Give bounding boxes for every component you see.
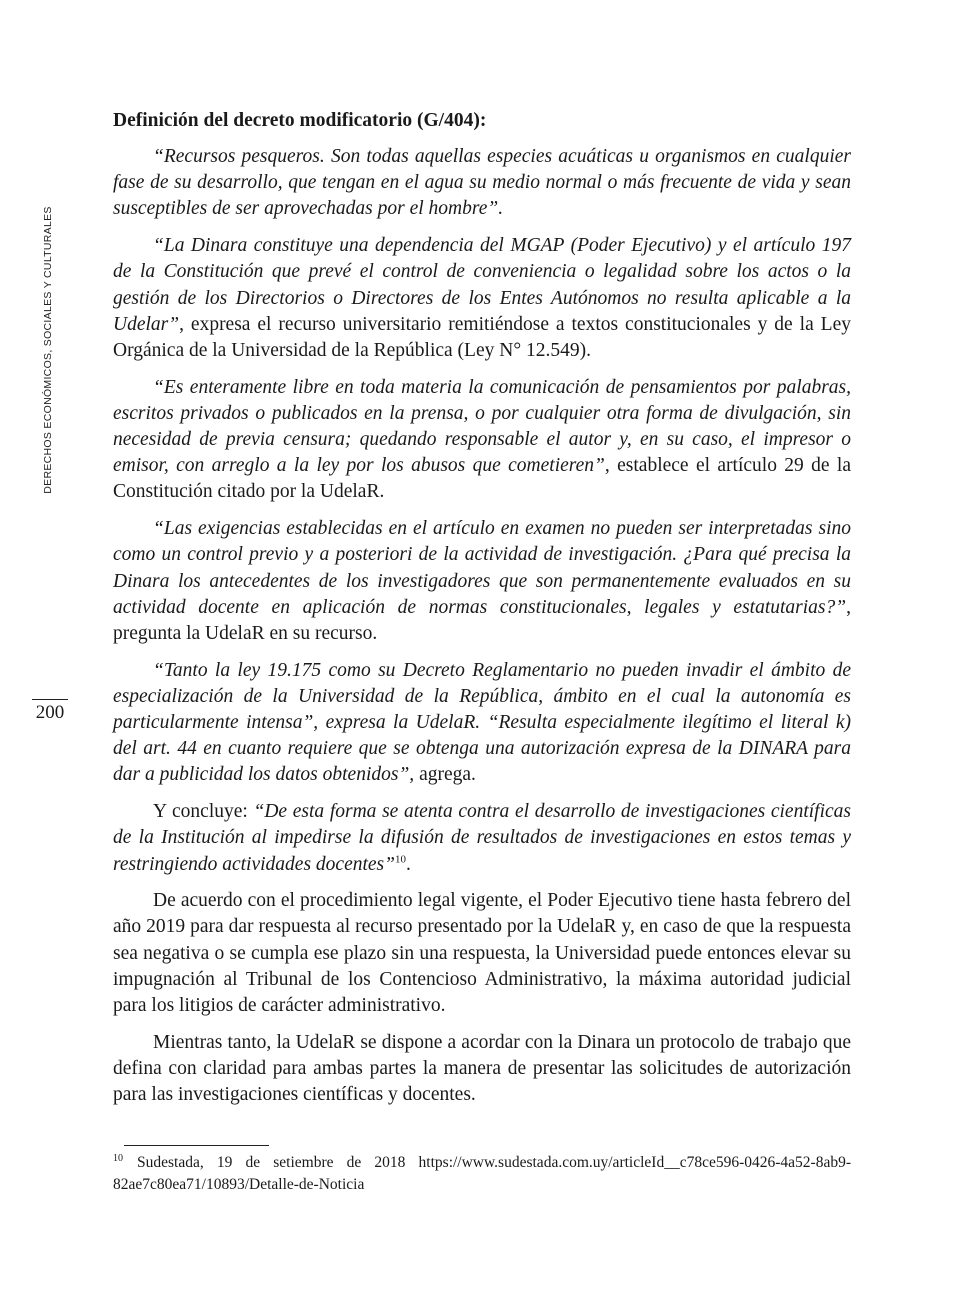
paragraph-text: . — [405, 853, 411, 875]
quote-text: “Las exigencias establecidas en el artículo en examen no pueden ser interpretadas sino como un control previo y a posteriori de la actividad de investigación. ¿Para qué precisa la Dinara los antecedentes de los investigadores que son permanentemente evaluados en su actividad docente en aplicación de normas constitucionales, legales y estatutarias?” — [113, 518, 851, 618]
paragraph-text: , establece el artículo 29 de la Constitución citado por la UdelaR. — [113, 455, 851, 503]
quote-text: “Es enteramente libre en toda materia la comunicación de pensamientos por palabras, escritos privados o publicados en la prensa, o por cualquier otra forma de divulgación, sin necesidad de previa censura; quedando responsable el autor y, en su caso, el impresor o emisor, con arreglo a la ley por los abusos que cometieren” — [113, 376, 851, 477]
quote-text: “De esta forma se atenta contra el desarrollo de investigaciones científicas de la Institución al impedirse la difusión de resultados de investigaciones en estos temas y restringiendo actividades docentes” — [113, 801, 851, 875]
page-number: 200 — [32, 699, 68, 724]
footnote — [113, 1152, 851, 1196]
paragraph-text: , pregunta la UdelaR en su recurso. — [113, 596, 851, 644]
footnote-divider — [124, 1145, 269, 1146]
paragraph-2 — [113, 233, 851, 364]
footnote-number: 10 — [113, 1152, 123, 1164]
section-heading: Definición del decreto modificatorio (G/404): — [113, 110, 487, 131]
quote-text: “Tanto la ley 19.175 como su Decreto Reglamentario no pueden invadir el ámbito de especialización de la Universidad de la República, ámbito en el cual la autonomía es particularmente intensa”, expresa la UdelaR. “Resulta especialmente ilegítimo el literal k) del art. 44 en cuanto requiere que se obtenga una autorización expresa de la DINARA para dar a publicidad los datos obtenidos”, — [113, 659, 851, 786]
paragraph-7: De acuerdo con el procedimiento legal vigente, el Poder Ejecutivo tiene hasta febrero del año 2019 para dar respuesta al recurso presentado por la UdelaR y, en caso de que la respuesta sea negativa o se cumpla ese plazo sin una respuesta, la Universidad puede entonces elevar su impugnación al Tribunal de los Contencioso Administrativo, la máxima autoridad judicial para los litigios de carácter administrativo. — [113, 890, 851, 1017]
paragraph-4 — [113, 516, 851, 647]
paragraph-8: Mientras tanto, la UdelaR se dispone a acordar con la Dinara un protocolo de trabajo que defina con claridad para ambas partes la manera de presentar las solicitudes de autorización para las investigaciones científicas y docentes. — [113, 1031, 851, 1106]
paragraph-1 — [113, 144, 851, 223]
paragraph-3 — [113, 375, 851, 506]
footnote-text: Sudestada, 19 de setiembre de 2018 https://www.sudestada.com.uy/articleId__c78ce596-0426-4a52-8ab9-82ae7c80ea71/10893/Detalle-de-Noticia — [113, 1154, 851, 1193]
paragraph-text: Y concluye: — [153, 801, 254, 823]
paragraph-5 — [113, 658, 851, 789]
paragraph-6 — [113, 799, 851, 878]
paragraph-text: , expresa el recurso universitario remitiéndose a textos constitucionales y de la Ley Orgánica de la Universidad de la República (Ley N° 12.549). — [113, 313, 851, 361]
paragraph-text: agrega. — [414, 764, 476, 786]
side-label-text: DERECHOS ECONÓMICOS, SOCIALES Y CULTURALES — [42, 206, 54, 494]
quote-text: “La Dinara constituye una dependencia del MGAP (Poder Ejecutivo) y el artículo 197 de la Constitución que prevé el control de conveniencia o legalidad sobre los actos o la gestión de los Directorios o Directores de los Entes Autónomos no resulta aplicable a la Udelar” — [113, 235, 851, 335]
quote-text: “Recursos pesqueros. Son todas aquellas especies acuáticas u organismos en cualquier fase de su desarrollo, que tengan en el agua su medio normal o más frecuente de vida y sean susceptibles de ser aprovechadas por el hombre”. — [113, 146, 851, 220]
body-text — [113, 108, 851, 1119]
footnote-reference: 10 — [394, 853, 406, 866]
